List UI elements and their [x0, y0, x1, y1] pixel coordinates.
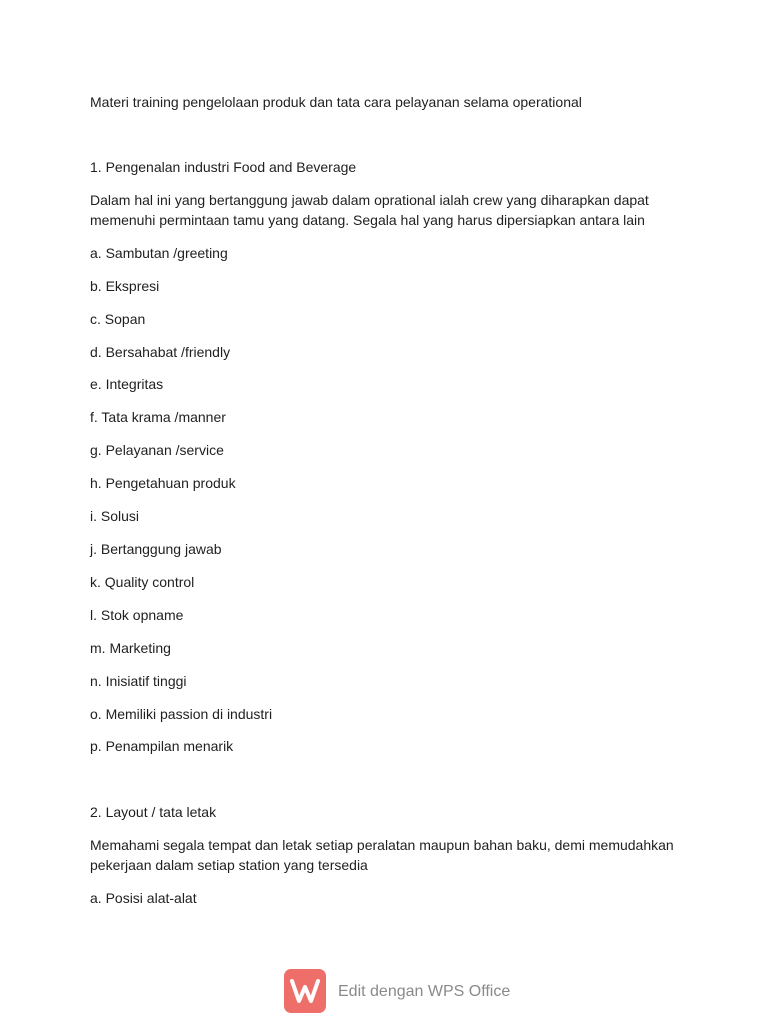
list-item: k. Quality control: [90, 574, 195, 590]
list-item: j. Bertanggung jawab: [90, 541, 222, 557]
document-title: Materi training pengelolaan produk dan tata cara pelayanan selama operational: [90, 94, 582, 110]
section-2-heading: 2. Layout / tata letak: [90, 804, 217, 820]
list-item: h. Pengetahuan produk: [90, 475, 236, 491]
wps-edit-link[interactable]: Edit dengan WPS Office: [338, 983, 511, 1000]
list-item: i. Solusi: [90, 508, 140, 524]
paragraph-line: Dalam hal ini yang bertanggung jawab dalam oprational ialah crew yang diharapkan dapat: [90, 192, 649, 208]
list-item: o. Memiliki passion di industri: [90, 706, 273, 722]
paragraph-line: memenuhi permintaan tamu yang datang. Segala hal yang harus dipersiapkan antara lain: [90, 212, 645, 228]
list-item: a. Posisi alat-alat: [90, 890, 197, 906]
list-item: b. Ekspresi: [90, 278, 160, 294]
section-2-paragraph: [90, 835, 690, 875]
section-1-heading: 1. Pengenalan industri Food and Beverage: [90, 159, 357, 175]
list-item: c. Sopan: [90, 311, 146, 327]
list-item: n. Inisiatif tinggi: [90, 673, 187, 689]
list-item: a. Sambutan /greeting: [90, 245, 228, 261]
list-item: g. Pelayanan /service: [90, 442, 224, 458]
paragraph-line: pekerjaan dalam setiap station yang tersedia: [90, 857, 368, 873]
wps-logo-icon: [289, 977, 321, 1005]
list-item: l. Stok opname: [90, 607, 184, 623]
paragraph-line: Memahami segala tempat dan letak setiap peralatan maupun bahan baku, demi memudahkan: [90, 837, 674, 853]
list-item: f. Tata krama /manner: [90, 409, 226, 425]
list-item: p. Penampilan menarik: [90, 738, 234, 754]
list-item: m. Marketing: [90, 640, 171, 656]
section-1-paragraph: [90, 190, 690, 230]
list-item: e. Integritas: [90, 376, 164, 392]
wps-office-badge[interactable]: [284, 969, 326, 1013]
list-item: d. Bersahabat /friendly: [90, 344, 231, 360]
